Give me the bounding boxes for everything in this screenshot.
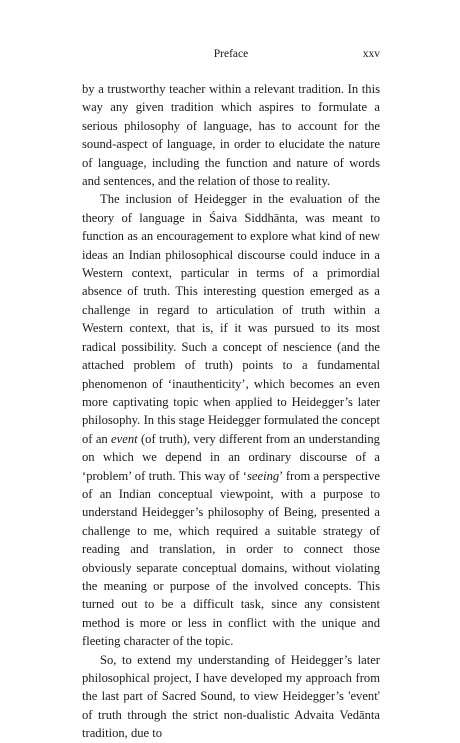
paragraph-1-text: by a trustworthy teacher within a relevant tradition. In this way any given tradition which aspires to formulate a serious philosophy of language, has to account for the sound-aspect of language, in order to elucidate the nature of language, including the function and nature of words and sentences, and the relation of those to reality. xyxy=(82,82,380,189)
emphasis-event: event xyxy=(111,431,138,446)
paragraph-1 xyxy=(82,80,380,190)
body-text xyxy=(82,80,380,743)
paragraph-2-text-b: (of truth), very different from an understanding on which we depend in an ordinary discourse of a ‘problem’ of truth. This way of ‘ xyxy=(82,431,380,483)
running-header xyxy=(82,48,380,66)
emphasis-seeing: seeing xyxy=(246,468,280,483)
paragraph-3 xyxy=(82,651,380,743)
page-number: xxv xyxy=(362,48,380,60)
paragraph-3-text: So, to extend my understanding of Heidegger’s later philosophical project, I have developed my approach from the last part of Sacred Sound, to view Heidegger’s 'event' of truth through the strict non-dualistic Advaita Vedānta tradition, due to xyxy=(82,652,380,741)
paragraph-2-text-c: ’ from a perspective of an Indian conceptual viewpoint, with a purpose to understand Heidegger’s philosophy of Being, presented a challenge to me, which required a suitable strategy of reading and translation, in order to connect those obviously separate conceptual domains, without violating the meaning or purpose of the involved concepts. This turned out to be a difficult task, since any consistent method is more or less in conflict with the unique and fleeting character of the topic. xyxy=(82,468,380,649)
paragraph-2-text-a: The inclusion of Heidegger in the evaluation of the theory of language in Śaiva Siddhānta, was meant to function as an encouragement to explore what kind of new ideas an Indian philosophical discourse could induce in a Western context, particular in terms of a primordial absence of truth. This interesting question emerged as a challenge in regard to articulation of truth within a Western context, that is, if it was pursued to its most radical possibility. Such a concept of nescience (and the attached problem of truth) points to a fundamental phenomenon of ‘inauthenticity’, which becomes an even more captivating topic when applied to Heidegger’s later philosophy. In this stage Heidegger formulated the concept of an xyxy=(82,192,380,446)
running-title: Preface xyxy=(213,48,249,60)
paragraph-2 xyxy=(82,190,380,650)
